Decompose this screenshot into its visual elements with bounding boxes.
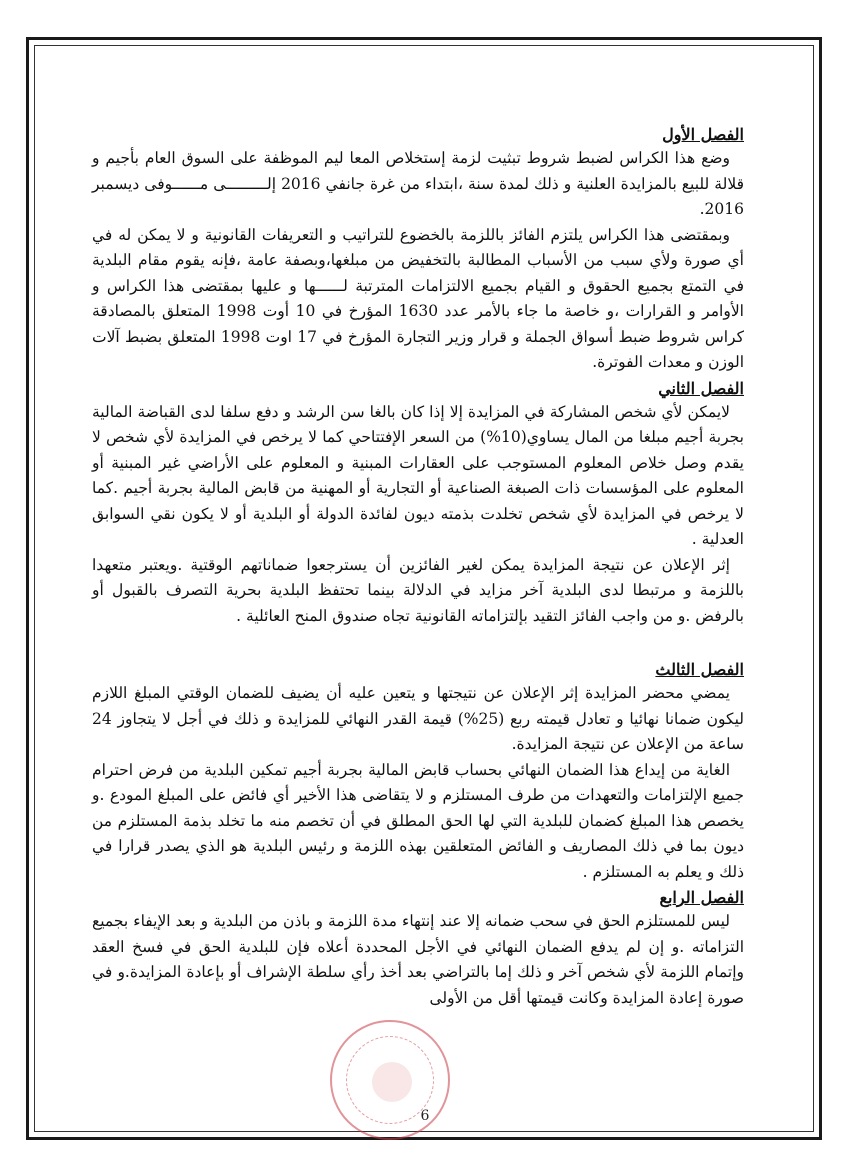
stamp-center: [372, 1062, 412, 1102]
section-spacer: [92, 629, 744, 657]
article-3-heading: الفصل الثالث: [655, 660, 744, 679]
article-4-paragraph-1: ليس للمستلزم الحق في سحب ضمانه إلا عند إنتهاء مدة اللزمة و باذن من البلدية و بعد الإيفاء بجميع التزاماته .و إن لم يدفع الضمان النهائي في الأجل المحددة أعلاه فإن للبلدية الحق في فسخ العقد وإتمام اللزمة لأي شخص آخر و ذلك إما بالتراضي بعد أخذ رأي سلطة الإشراف أو بإعادة المزايدة.و في صورة إعادة المزايدة وكانت قيمتها أقل من الأولى: [92, 912, 744, 1007]
article-3-paragraph-1: يمضي محضر المزايدة إثر الإعلان عن نتيجتها و يتعين عليه أن يضيف للضمان الوقتي المبلغ اللازم ليكون ضمانا نهائيا و تعادل قيمته ربع (25%) قيمة القدر النهائي للمزايدة و ذلك في أجل لا يتجاوز 24 ساعة من الإعلان عن نتيجة المزايدة.: [92, 684, 744, 753]
article-2-paragraph-1: لايمكن لأي شخص المشاركة في المزايدة إلا إذا كان بالغا سن الرشد و دفع سلفا لدى القباضة المالية بجربة أجيم مبلغا من المال يساوي(10%) من السعر الإفتتاحي كما لا يرخص في المزايدة لأي شخص لا يقدم وصل خلاص المعلوم المستوجب على العقارات المبنية و المعلوم على الأراضي غير المبنية أو المعلوم على المؤسسات ذات الصبغة الصناعية أو التجارية أو المهنية من قابض المالية بجربة أجيم .كما لا يرخص في المزايدة لأي شخص تخلدت بذمته ديون لفائدة الدولة أو البلدية أو لا يكون نقي السوابق العدلية .: [92, 402, 744, 548]
article-4-heading: الفصل الرابع: [659, 888, 744, 907]
document-body: [92, 122, 744, 1011]
article-1-paragraph-1: وضع هذا الكراس لضبط شروط تبثيت لزمة إستخلاص المعا ليم الموظفة على السوق العام بأجيم و قلالة للبيع بالمزايدة العلنية و ذلك لمدة سنة ،ابتداء من غرة جانفي 2016 إلـــــــــى مــــــوفى ديسمبر 2016.: [92, 149, 744, 218]
article-2-paragraph-2: إثر الإعلان عن نتيجة المزايدة يمكن لغير الفائزين أن يسترجعوا ضماناتهم الوقتية .ويعتبر متعهدا باللزمة و مرتبطا لدى البلدية آخر مزايد في الدلالة بينما تحتفظ البلدية بحرية التصرف بالقبول أو بالرفض .و من واجب الفائز التقيد بإلتزاماته القانونية تجاه صندوق المنح العائلية .: [92, 555, 744, 625]
article-3-paragraph-2: الغاية من إيداع هذا الضمان النهائي بحساب قابض المالية بجربة أجيم تمكين البلدية من فرض احترام جميع الإلتزامات والتعهدات من طرف المستلزم و لا يتقاضى هذا الأخير أي فائض على المبلغ المودع .و يخصص هذا المبلغ كضمان للبلدية التي لها الحق المطلق في أن تخصم منه ما تخلد بذمة المستلزم من ديون بما في ذلك المصاريف و الفائض المتعلقين بهذه اللزمة و رئيس البلدية هو الذي يصدر قرارا في ذلك و يعلم به المستلزم .: [92, 760, 744, 881]
page-number: 6: [420, 1108, 430, 1124]
article-1-paragraph-2: وبمقتضى هذا الكراس يلتزم الفائز باللزمة بالخضوع للتراتيب و التعريفات القانونية و لا يمكن له في أي صورة ولأي سبب من الأسباب المطالبة بالتخفيض من مبلغها،وبصفة عامة ،فإنه يقوم مقام البلدية في التمتع بجميع الحقوق و القيام بجميع الالتزامات المترتبة لــــــها و عليها بمقتضى هذا الكراس و الأوامر و القرارات ،و خاصة ما جاء بالأمر عدد 1630 المؤرخ في 10 أوت 1998 المتعلق بالمصادقة كراس شروط ضبط أسواق الجملة و قرار وزير التجارة المؤرخ في 17 اوت 1998 المتعلق بضبط آلات الوزن و معدات الفوترة.: [92, 225, 744, 371]
article-2-heading: الفصل الثاني: [658, 378, 744, 398]
article-1-heading: الفصل الأول: [662, 125, 744, 144]
